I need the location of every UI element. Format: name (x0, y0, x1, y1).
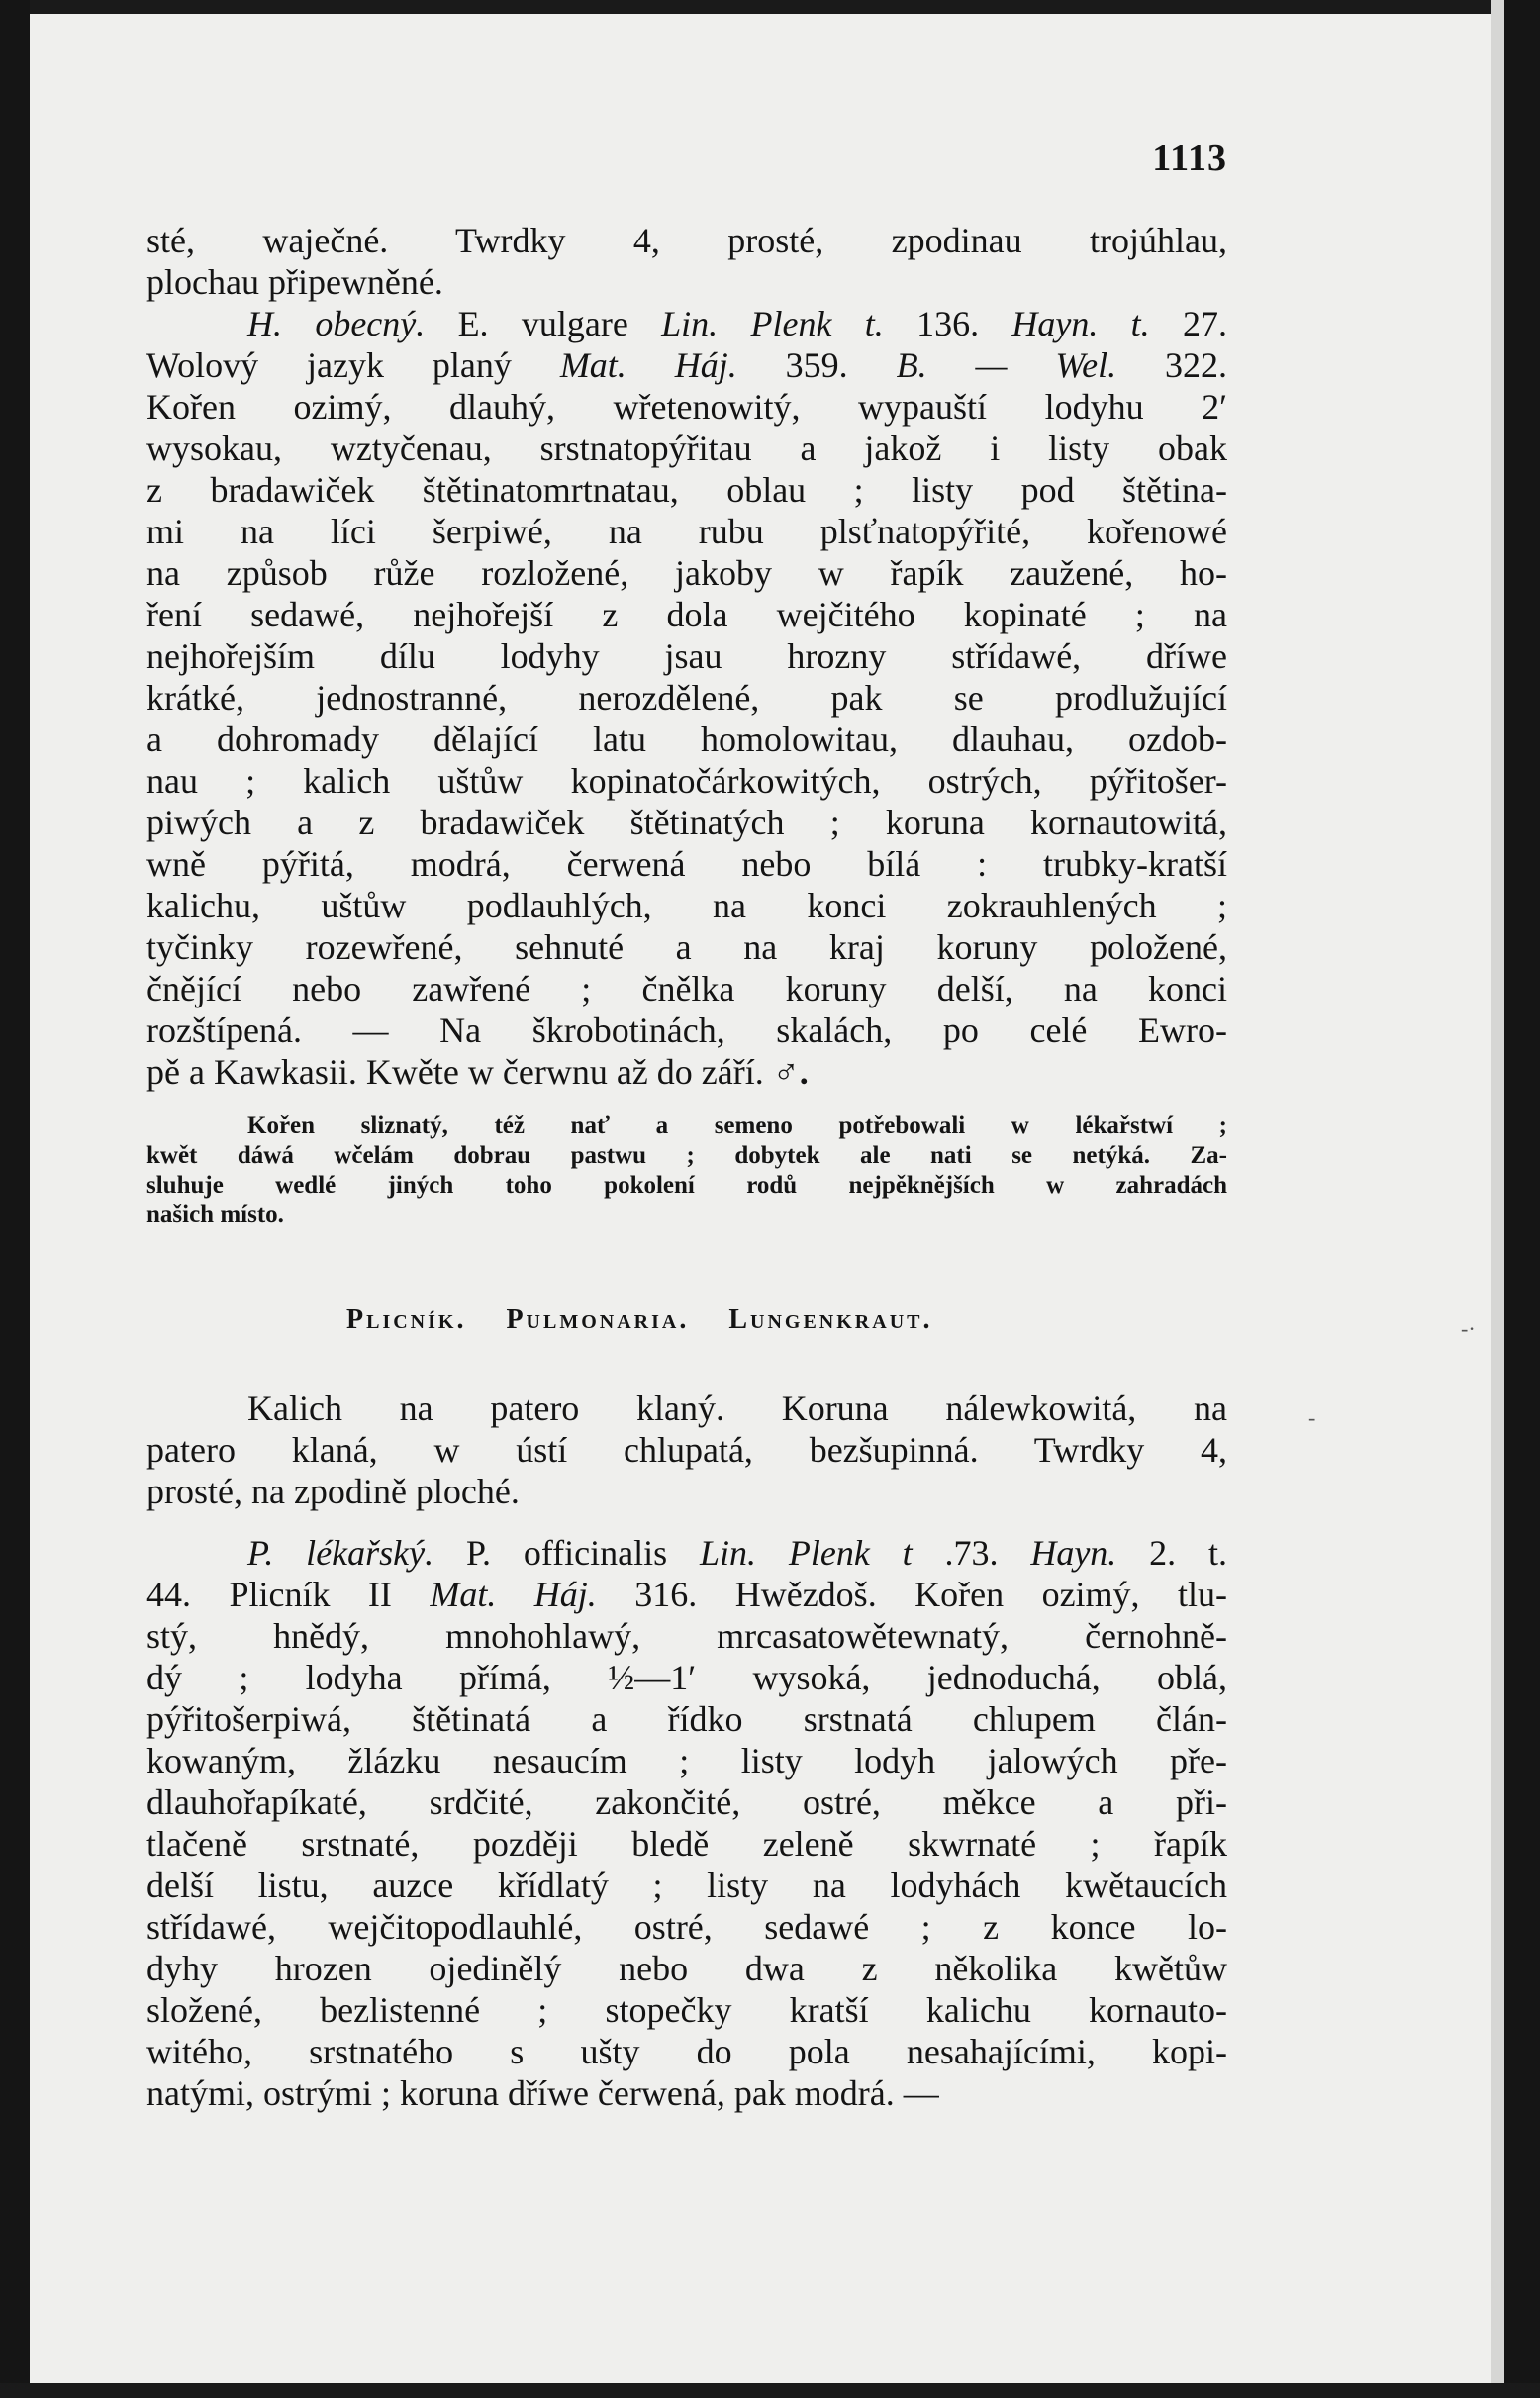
page-number: 1113 (1152, 138, 1227, 179)
text-line: z bradawiček štětinatomrtnatau, oblau ; listy pod štětina- (146, 470, 1227, 510)
note-line: kwět dáwá wčelám dobrau pastwu ; dobytek ale nati se netýká. Za- (146, 1142, 1227, 1169)
scan-edge-bottom (0, 2383, 1540, 2398)
text-line: piwých a z bradawiček štětinatých ; koruna kornautowitá, (146, 803, 1227, 842)
note-line: Kořen sliznatý, též nať a semeno potřebowali w lékařstwí ; (247, 1112, 1227, 1139)
text-line: pě a Kawkasii. Kwěte w čerwnu až do září. ♂. (146, 1052, 809, 1092)
text-line: ření sedawé, nejhořejší z dola wejčitého kopinaté ; na (146, 595, 1227, 634)
scan-edge-left (0, 0, 30, 2398)
text-line: střídawé, wejčitopodlauhlé, ostré, sedawé ; z konce lo- (146, 1907, 1227, 1947)
species-name: P. lékařský. (247, 1533, 434, 1573)
text-line: na způsob růže rozložené, jakoby w řapík zaužené, ho- (146, 553, 1227, 593)
text-line: plochau připewněné. (146, 262, 443, 302)
text-line: Kalich na patero klaný. Koruna nálewkowitá, na (247, 1389, 1227, 1428)
species-name: H. obecný. (247, 304, 426, 343)
text-line: a dohromady dělající latu homolowitau, dlauhau, ozdob- (146, 719, 1227, 759)
text-line: delší listu, auzce křídlatý ; listy na lodyhách kwětaucích (146, 1866, 1227, 1905)
text-line: pýřitošerpiwá, štětinatá a řídko srstnatá chlupem člán- (146, 1699, 1227, 1739)
text-line: prosté, na zpodině ploché. (146, 1472, 520, 1511)
text-line: nejhořejším dílu lodyhy jsau hrozny střídawé, dříwe (146, 636, 1227, 676)
text-line: složené, bezlistenné ; stopečky kratší kalichu kornauto- (146, 1990, 1227, 2030)
scan-edge-top (0, 0, 1540, 14)
note-line: sluhuje wedlé jiných toho pokolení rodů nejpěknějších w zahradách (146, 1172, 1227, 1199)
species-entry-line: P. lékařský. P. officinalis Lin. Plenk t .73. Hayn. 2. t. (247, 1533, 1227, 1573)
scan-mark: - (1308, 1405, 1316, 1430)
text-line: tyčinky rozewřené, sehnuté a na kraj koruny položené, (146, 927, 1227, 967)
text-line: stý, hnědý, mnohohlawý, mrcasatowětewnatý, černohně- (146, 1616, 1227, 1656)
text-line: dý ; lodyha přímá, ½—1ʹ wysoká, jednoduchá, oblá, (146, 1658, 1227, 1697)
text-line: sté, waječné. Twrdky 4, prosté, zpodinau trojúhlau, (146, 221, 1227, 260)
text-line: wysokau, wztyčenau, srstnatopýřitau a jakož i listy obak (146, 429, 1227, 468)
text-line: čnějící nebo zawřené ; čnělka koruny delší, na konci (146, 969, 1227, 1008)
text-line: tlačeně srstnaté, později bledě zeleně skwrnaté ; řapík (146, 1824, 1227, 1864)
species-ref-line: 44. Plicník II Mat. Háj. 316. Hwězdoš. Kořen ozimý, tlu- (146, 1575, 1227, 1614)
species-entry-line: H. obecný. E. vulgare Lin. Plenk t. 136. Hayn. t. 27. (247, 304, 1228, 343)
text-line: nau ; kalich uštůw kopinatočárkowitých, ostrých, pýřitošer- (146, 761, 1227, 801)
species-ref-line: Wolový jazyk planý Mat. Háj. 359. B. — Wel. 322. (146, 345, 1228, 385)
scan-edge-right (1504, 0, 1540, 2398)
text-line: krátké, jednostranné, nerozdělené, pak se prodlužující (146, 678, 1227, 718)
text-line: Kořen ozimý, dlauhý, wřetenowitý, wypauští lodyhu 2ʹ (146, 387, 1227, 427)
perennial-symbol-icon: ♂. (772, 1052, 809, 1092)
text-line: dlauhořapíkaté, srdčité, zakončité, ostré, měkce a při- (146, 1782, 1227, 1822)
genus-heading: Plicník. Pulmonaria. Lungenkraut. (346, 1304, 933, 1335)
scan-mark: -· (1461, 1316, 1476, 1341)
scan-edge-shadow (1491, 0, 1504, 2398)
text-line: wně pýřitá, modrá, čerwená nebo bílá : trubky-kratší (146, 844, 1227, 884)
text-line: dyhy hrozen ojedinělý nebo dwa z několika kwětůw (146, 1949, 1227, 1988)
text-line: witého, srstnatého s ušty do pola nesahajícími, kopi- (146, 2032, 1227, 2071)
text-line: mi na líci šerpiwé, na rubu plsťnatopýřité, kořenowé (146, 512, 1227, 551)
text-line: patero klaná, w ústí chlupatá, bezšupinná. Twrdky 4, (146, 1430, 1227, 1470)
text-line: kowaným, žlázku nesaucím ; listy lodyh jalowých pře- (146, 1741, 1227, 1780)
text-line: kalichu, uštůw podlauhlých, na konci zokrauhlených ; (146, 886, 1227, 925)
note-line: našich místo. (146, 1201, 284, 1228)
text-line: rozštípená. — Na škrobotinách, skalách, po celé Ewro- (146, 1010, 1227, 1050)
text-line: natými, ostrými ; koruna dříwe čerwená, pak modrá. — (146, 2073, 939, 2113)
